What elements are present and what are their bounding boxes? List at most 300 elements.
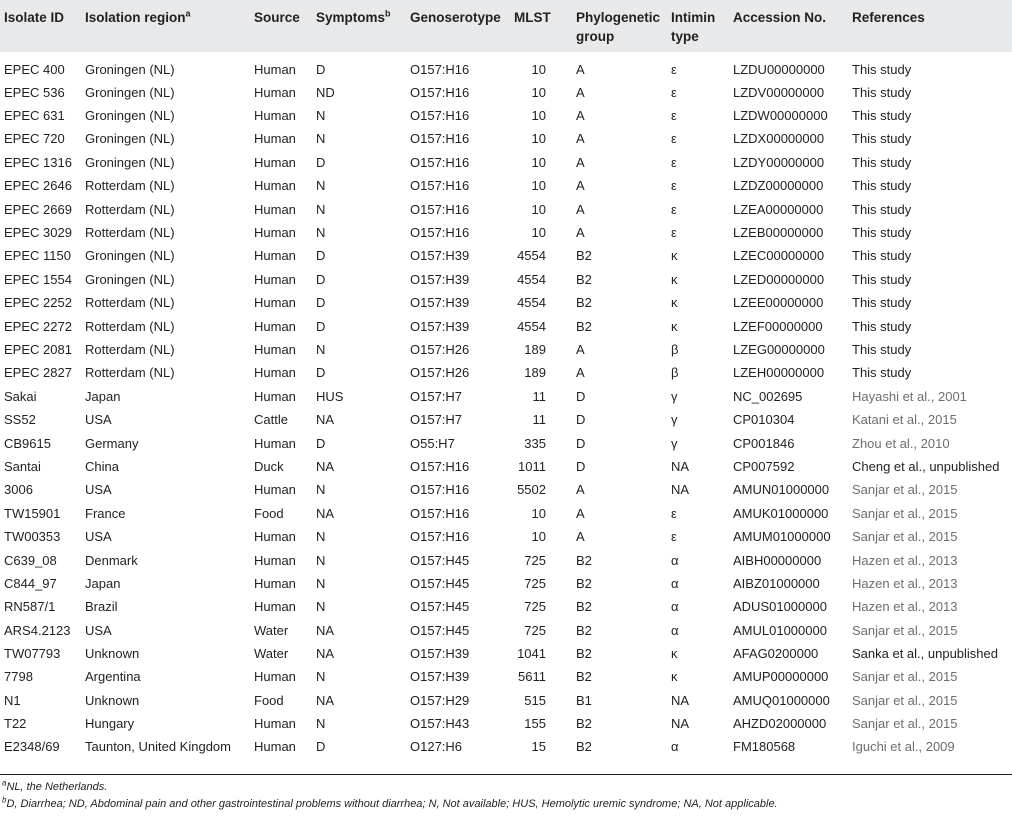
cell-symptoms: N [316, 529, 326, 545]
cell-intimin-type: α [671, 552, 679, 568]
cell-phylogenetic-group: D [576, 388, 586, 404]
cell-accession-no: AMUM01000000 [733, 529, 831, 545]
cell-accession-no: AIBH00000000 [733, 552, 822, 568]
cell-accession-no: LZDZ00000000 [733, 178, 824, 194]
cell-mlst: 10 [531, 154, 546, 170]
cell-mlst: 4554 [517, 295, 546, 311]
cell-isolate-id: E2348/69 [4, 738, 60, 754]
cell-intimin-type: α [671, 599, 679, 615]
cell-reference: Sanjar et al., 2015 [852, 669, 958, 685]
cell-phylogenetic-group: B2 [576, 622, 592, 638]
cell-symptoms: N [316, 131, 326, 147]
cell-intimin-type: β [671, 341, 679, 357]
cell-accession-no: AMUQ01000000 [733, 692, 830, 708]
cell-accession-no: CP001846 [733, 435, 795, 451]
cell-isolate-id: RN587/1 [4, 599, 56, 615]
cell-symptoms: N [316, 482, 326, 498]
cell-reference: This study [852, 248, 912, 264]
cell-phylogenetic-group: A [576, 529, 585, 545]
table-row [0, 385, 1012, 408]
cell-accession-no: AHZD02000000 [733, 716, 827, 732]
cell-genoserotype: O157:H45 [410, 575, 470, 591]
cell-isolation-region: Groningen (NL) [85, 61, 175, 77]
cell-reference: This study [852, 225, 912, 241]
cell-symptoms: D [316, 365, 326, 381]
table-body [0, 52, 1012, 759]
table-row [0, 432, 1012, 455]
cell-reference: This study [852, 154, 912, 170]
cell-accession-no: AMUL01000000 [733, 622, 827, 638]
cell-accession-no: LZDU00000000 [733, 61, 825, 77]
column-header [510, 0, 572, 52]
cell-symptoms: N [316, 716, 326, 732]
table-row [0, 736, 1012, 759]
cell-symptoms: NA [316, 458, 335, 474]
cell-isolation-region: Groningen (NL) [85, 248, 175, 264]
cell-isolate-id: C844_97 [4, 575, 57, 591]
cell-reference: This study [852, 341, 912, 357]
cell-mlst: 10 [531, 201, 546, 217]
cell-symptoms: D [316, 271, 326, 287]
cell-accession-no: AMUN01000000 [733, 482, 830, 498]
cell-phylogenetic-group: A [576, 341, 585, 357]
cell-reference: Hayashi et al., 2001 [852, 388, 967, 404]
cell-accession-no: LZEB00000000 [733, 225, 824, 241]
cell-mlst: 189 [524, 365, 546, 381]
cell-source: Human [254, 225, 296, 241]
column-header [667, 0, 729, 52]
cell-intimin-type: α [671, 738, 679, 754]
cell-mlst: 725 [524, 575, 546, 591]
cell-isolate-id: TW07793 [4, 646, 61, 662]
cell-intimin-type: κ [671, 248, 678, 264]
cell-mlst: 1041 [517, 646, 546, 662]
column-header [81, 0, 250, 52]
cell-mlst: 10 [531, 61, 546, 77]
cell-accession-no: LZEG00000000 [733, 341, 825, 357]
cell-intimin-type: NA [671, 458, 690, 474]
cell-genoserotype: O157:H16 [410, 529, 470, 545]
cell-genoserotype: O157:H45 [410, 622, 470, 638]
cell-reference: Cheng et al., unpublished [852, 458, 1000, 474]
cell-phylogenetic-group: D [576, 435, 586, 451]
cell-isolate-id: EPEC 720 [4, 131, 65, 147]
cell-source: Water [254, 622, 289, 638]
cell-mlst: 4554 [517, 248, 546, 264]
cell-symptoms: N [316, 552, 326, 568]
cell-intimin-type: κ [671, 271, 678, 287]
table-row [0, 221, 1012, 244]
cell-phylogenetic-group: B2 [576, 271, 592, 287]
cell-symptoms: N [316, 225, 326, 241]
cell-phylogenetic-group: A [576, 225, 585, 241]
cell-intimin-type: ε [671, 529, 677, 545]
cell-intimin-type: κ [671, 646, 678, 662]
cell-genoserotype: O157:H16 [410, 84, 470, 100]
cell-source: Human [254, 529, 296, 545]
column-header [572, 0, 667, 52]
cell-phylogenetic-group: A [576, 131, 585, 147]
cell-isolate-id: EPEC 2252 [4, 295, 72, 311]
cell-source: Human [254, 61, 296, 77]
cell-isolation-region: Argentina [85, 669, 141, 685]
cell-genoserotype: O157:H16 [410, 458, 470, 474]
cell-accession-no: LZEH00000000 [733, 365, 825, 381]
cell-symptoms: N [316, 669, 326, 685]
cell-symptoms: N [316, 178, 326, 194]
cell-genoserotype: O157:H16 [410, 201, 470, 217]
cell-reference: This study [852, 84, 912, 100]
cell-source: Water [254, 646, 289, 662]
cell-isolation-region: China [85, 458, 119, 474]
cell-symptoms: ND [316, 84, 335, 100]
cell-reference: This study [852, 108, 912, 124]
cell-intimin-type: ε [671, 131, 677, 147]
table-row [0, 642, 1012, 665]
cell-mlst: 5502 [517, 482, 546, 498]
cell-genoserotype: O157:H39 [410, 295, 470, 311]
footnote-text: D, Diarrhea; ND, Abdominal pain and other gastrointestinal problems without diarrhea; N, Not available; HUS, Hemolytic uremic syndrome; NA, Not applicable. [6, 798, 778, 810]
column-header-label: Isolation region [85, 10, 186, 25]
column-header-label: MLST [514, 10, 551, 25]
cell-phylogenetic-group: B2 [576, 295, 592, 311]
cell-source: Human [254, 108, 296, 124]
cell-genoserotype: O127:H6 [410, 738, 463, 754]
cell-isolation-region: Japan [85, 388, 121, 404]
cell-mlst: 10 [531, 225, 546, 241]
cell-isolation-region: USA [85, 412, 112, 428]
table-row [0, 151, 1012, 174]
cell-intimin-type: γ [671, 388, 678, 404]
cell-source: Human [254, 669, 296, 685]
cell-intimin-type: NA [671, 716, 690, 732]
table-row [0, 292, 1012, 315]
table-row [0, 128, 1012, 151]
cell-mlst: 725 [524, 599, 546, 615]
cell-mlst: 725 [524, 622, 546, 638]
cell-intimin-type: ε [671, 154, 677, 170]
cell-source: Human [254, 131, 296, 147]
cell-source: Human [254, 599, 296, 615]
cell-reference: This study [852, 271, 912, 287]
cell-reference: Hazen et al., 2013 [852, 552, 958, 568]
cell-mlst: 15 [531, 738, 546, 754]
cell-source: Human [254, 738, 296, 754]
cell-isolation-region: Brazil [85, 599, 118, 615]
cell-source: Food [254, 505, 284, 521]
cell-mlst: 189 [524, 341, 546, 357]
table-row [0, 175, 1012, 198]
cell-genoserotype: O55:H7 [410, 435, 455, 451]
cell-isolation-region: Taunton, United Kingdom [85, 738, 231, 754]
cell-symptoms: D [316, 738, 326, 754]
cell-genoserotype: O157:H45 [410, 552, 470, 568]
cell-isolation-region: Denmark [85, 552, 138, 568]
cell-accession-no: LZDY00000000 [733, 154, 825, 170]
column-header-label: Genoserotype [410, 10, 501, 25]
cell-intimin-type: κ [671, 295, 678, 311]
table-row [0, 104, 1012, 127]
cell-isolate-id: ARS4.2123 [4, 622, 71, 638]
column-header-label: Symptoms [316, 10, 386, 25]
cell-intimin-type: β [671, 365, 679, 381]
cell-reference: Hazen et al., 2013 [852, 575, 958, 591]
cell-isolation-region: Rotterdam (NL) [85, 341, 175, 357]
cell-isolate-id: EPEC 2827 [4, 365, 72, 381]
cell-source: Human [254, 84, 296, 100]
cell-symptoms: NA [316, 505, 335, 521]
cell-genoserotype: O157:H16 [410, 61, 470, 77]
cell-accession-no: AMUK01000000 [733, 505, 829, 521]
footnote-b [2, 795, 778, 810]
cell-phylogenetic-group: B2 [576, 716, 592, 732]
cell-source: Food [254, 692, 284, 708]
cell-accession-no: LZDV00000000 [733, 84, 825, 100]
cell-accession-no: ADUS01000000 [733, 599, 827, 615]
cell-mlst: 335 [524, 435, 546, 451]
cell-isolate-id: TW00353 [4, 529, 61, 545]
column-header [250, 0, 312, 52]
cell-isolation-region: Rotterdam (NL) [85, 318, 175, 334]
cell-reference: Sanjar et al., 2015 [852, 529, 958, 545]
cell-symptoms: D [316, 295, 326, 311]
cell-isolation-region: Unknown [85, 692, 140, 708]
cell-isolate-id: EPEC 3029 [4, 225, 72, 241]
cell-isolate-id: EPEC 2272 [4, 318, 72, 334]
cell-phylogenetic-group: B2 [576, 646, 592, 662]
cell-mlst: 4554 [517, 271, 546, 287]
cell-isolate-id: EPEC 536 [4, 84, 65, 100]
cell-isolation-region: Rotterdam (NL) [85, 178, 175, 194]
cell-reference: Sanjar et al., 2015 [852, 716, 958, 732]
cell-intimin-type: ε [671, 225, 677, 241]
cell-reference: Sanjar et al., 2015 [852, 622, 958, 638]
footnote-text: NL, the Netherlands. [6, 781, 108, 793]
cell-isolation-region: France [85, 505, 126, 521]
cell-phylogenetic-group: B2 [576, 669, 592, 685]
cell-genoserotype: O157:H16 [410, 505, 470, 521]
cell-isolation-region: Hungary [85, 716, 135, 732]
cell-isolate-id: TW15901 [4, 505, 61, 521]
cell-genoserotype: O157:H16 [410, 225, 470, 241]
cell-isolate-id: EPEC 2669 [4, 201, 72, 217]
cell-phylogenetic-group: A [576, 178, 585, 194]
cell-reference: Iguchi et al., 2009 [852, 738, 955, 754]
cell-isolation-region: Groningen (NL) [85, 84, 175, 100]
column-header [0, 0, 81, 52]
cell-phylogenetic-group: A [576, 365, 585, 381]
cell-intimin-type: κ [671, 669, 678, 685]
cell-source: Human [254, 716, 296, 732]
table-row [0, 502, 1012, 525]
cell-accession-no: LZDW00000000 [733, 108, 828, 124]
cell-reference: Zhou et al., 2010 [852, 435, 950, 451]
cell-phylogenetic-group: A [576, 201, 585, 217]
column-header-label: Intimin type [671, 10, 716, 44]
cell-reference: Sanjar et al., 2015 [852, 482, 958, 498]
cell-isolation-region: USA [85, 622, 112, 638]
cell-phylogenetic-group: B2 [576, 248, 592, 264]
cell-isolate-id: 3006 [4, 482, 33, 498]
cell-isolate-id: SS52 [4, 412, 36, 428]
cell-intimin-type: ε [671, 505, 677, 521]
cell-genoserotype: O157:H16 [410, 178, 470, 194]
cell-source: Human [254, 552, 296, 568]
cell-isolation-region: Unknown [85, 646, 140, 662]
cell-reference: This study [852, 178, 912, 194]
cell-symptoms: NA [316, 692, 335, 708]
cell-symptoms: N [316, 599, 326, 615]
cell-intimin-type: ε [671, 84, 677, 100]
cell-symptoms: N [316, 341, 326, 357]
cell-phylogenetic-group: D [576, 412, 586, 428]
cell-isolation-region: Rotterdam (NL) [85, 225, 175, 241]
cell-accession-no: CP010304 [733, 412, 795, 428]
cell-phylogenetic-group: A [576, 84, 585, 100]
column-header [729, 0, 848, 52]
table-row [0, 81, 1012, 104]
cell-genoserotype: O157:H39 [410, 318, 470, 334]
cell-phylogenetic-group: D [576, 458, 586, 474]
cell-intimin-type: α [671, 622, 679, 638]
column-header-label: Isolate ID [4, 10, 65, 25]
header-footnote-marker: b [385, 8, 391, 19]
cell-reference: This study [852, 201, 912, 217]
cell-reference: This study [852, 365, 912, 381]
cell-source: Human [254, 201, 296, 217]
cell-intimin-type: ε [671, 178, 677, 194]
cell-isolation-region: Japan [85, 575, 121, 591]
cell-reference: Katani et al., 2015 [852, 412, 957, 428]
column-header [848, 0, 1012, 52]
cell-isolate-id: N1 [4, 692, 21, 708]
table-row [0, 689, 1012, 712]
cell-reference: This study [852, 131, 912, 147]
cell-source: Human [254, 178, 296, 194]
cell-genoserotype: O157:H39 [410, 669, 470, 685]
cell-genoserotype: O157:H7 [410, 388, 463, 404]
cell-phylogenetic-group: A [576, 61, 585, 77]
cell-source: Human [254, 388, 296, 404]
cell-symptoms: N [316, 201, 326, 217]
cell-mlst: 10 [531, 178, 546, 194]
cell-phylogenetic-group: B2 [576, 599, 592, 615]
cell-isolate-id: Santai [4, 458, 41, 474]
cell-intimin-type: NA [671, 482, 690, 498]
cell-isolate-id: EPEC 1554 [4, 271, 72, 287]
cell-symptoms: N [316, 575, 326, 591]
cell-source: Human [254, 271, 296, 287]
cell-isolate-id: EPEC 2081 [4, 341, 72, 357]
cell-mlst: 10 [531, 108, 546, 124]
cell-mlst: 725 [524, 552, 546, 568]
column-header-label: Accession No. [733, 10, 827, 25]
footnote-divider [0, 774, 1012, 775]
header-footnote-marker: a [185, 8, 191, 19]
cell-isolation-region: USA [85, 482, 112, 498]
cell-mlst: 1011 [518, 458, 546, 474]
cell-accession-no: AFAG0200000 [733, 646, 819, 662]
cell-accession-no: LZEC00000000 [733, 248, 825, 264]
table-row [0, 666, 1012, 689]
cell-symptoms: D [316, 435, 326, 451]
table-row [0, 619, 1012, 642]
cell-intimin-type: κ [671, 318, 678, 334]
column-header-label: Source [254, 10, 300, 25]
cell-mlst: 155 [524, 716, 546, 732]
cell-reference: Hazen et al., 2013 [852, 599, 958, 615]
table-row [0, 713, 1012, 736]
table-row [0, 596, 1012, 619]
column-header-label: References [852, 10, 925, 25]
cell-source: Human [254, 575, 296, 591]
cell-source: Human [254, 295, 296, 311]
cell-isolation-region: Groningen (NL) [85, 131, 175, 147]
cell-isolate-id: EPEC 400 [4, 61, 65, 77]
footnote-a [2, 778, 108, 793]
cell-intimin-type: NA [671, 692, 690, 708]
header-row [0, 0, 1012, 52]
cell-isolate-id: Sakai [4, 388, 37, 404]
cell-source: Human [254, 341, 296, 357]
cell-isolate-id: T22 [4, 716, 27, 732]
cell-mlst: 10 [531, 505, 546, 521]
cell-phylogenetic-group: A [576, 154, 585, 170]
cell-source: Cattle [254, 412, 288, 428]
table-row [0, 268, 1012, 291]
cell-mlst: 10 [531, 529, 546, 545]
cell-intimin-type: γ [671, 435, 678, 451]
table-row [0, 52, 1012, 81]
cell-mlst: 11 [532, 412, 546, 428]
cell-isolation-region: Rotterdam (NL) [85, 295, 175, 311]
cell-intimin-type: α [671, 575, 679, 591]
cell-symptoms: D [316, 154, 326, 170]
cell-genoserotype: O157:H45 [410, 599, 470, 615]
cell-source: Human [254, 435, 296, 451]
cell-accession-no: LZED00000000 [733, 271, 825, 287]
cell-symptoms: N [316, 108, 326, 124]
column-header [312, 0, 406, 52]
table-row [0, 455, 1012, 478]
cell-accession-no: NC_002695 [733, 388, 803, 404]
cell-symptoms: HUS [316, 388, 344, 404]
table-row [0, 245, 1012, 268]
cell-symptoms: NA [316, 412, 335, 428]
cell-intimin-type: ε [671, 201, 677, 217]
cell-reference: Sanjar et al., 2015 [852, 692, 958, 708]
cell-isolate-id: EPEC 1316 [4, 154, 72, 170]
cell-mlst: 10 [531, 131, 546, 147]
cell-accession-no: LZDX00000000 [733, 131, 825, 147]
cell-phylogenetic-group: B2 [576, 738, 592, 754]
cell-accession-no: CP007592 [733, 458, 795, 474]
cell-source: Human [254, 482, 296, 498]
cell-mlst: 10 [531, 84, 546, 100]
cell-reference: This study [852, 61, 912, 77]
cell-genoserotype: O157:H26 [410, 341, 470, 357]
table-row [0, 408, 1012, 431]
cell-intimin-type: ε [671, 108, 677, 124]
cell-genoserotype: O157:H16 [410, 108, 470, 124]
table-row [0, 362, 1012, 385]
cell-mlst: 11 [532, 388, 546, 404]
cell-genoserotype: O157:H16 [410, 482, 470, 498]
cell-isolate-id: EPEC 1150 [4, 248, 71, 264]
cell-symptoms: D [316, 61, 326, 77]
cell-source: Duck [254, 458, 284, 474]
cell-source: Human [254, 318, 296, 334]
